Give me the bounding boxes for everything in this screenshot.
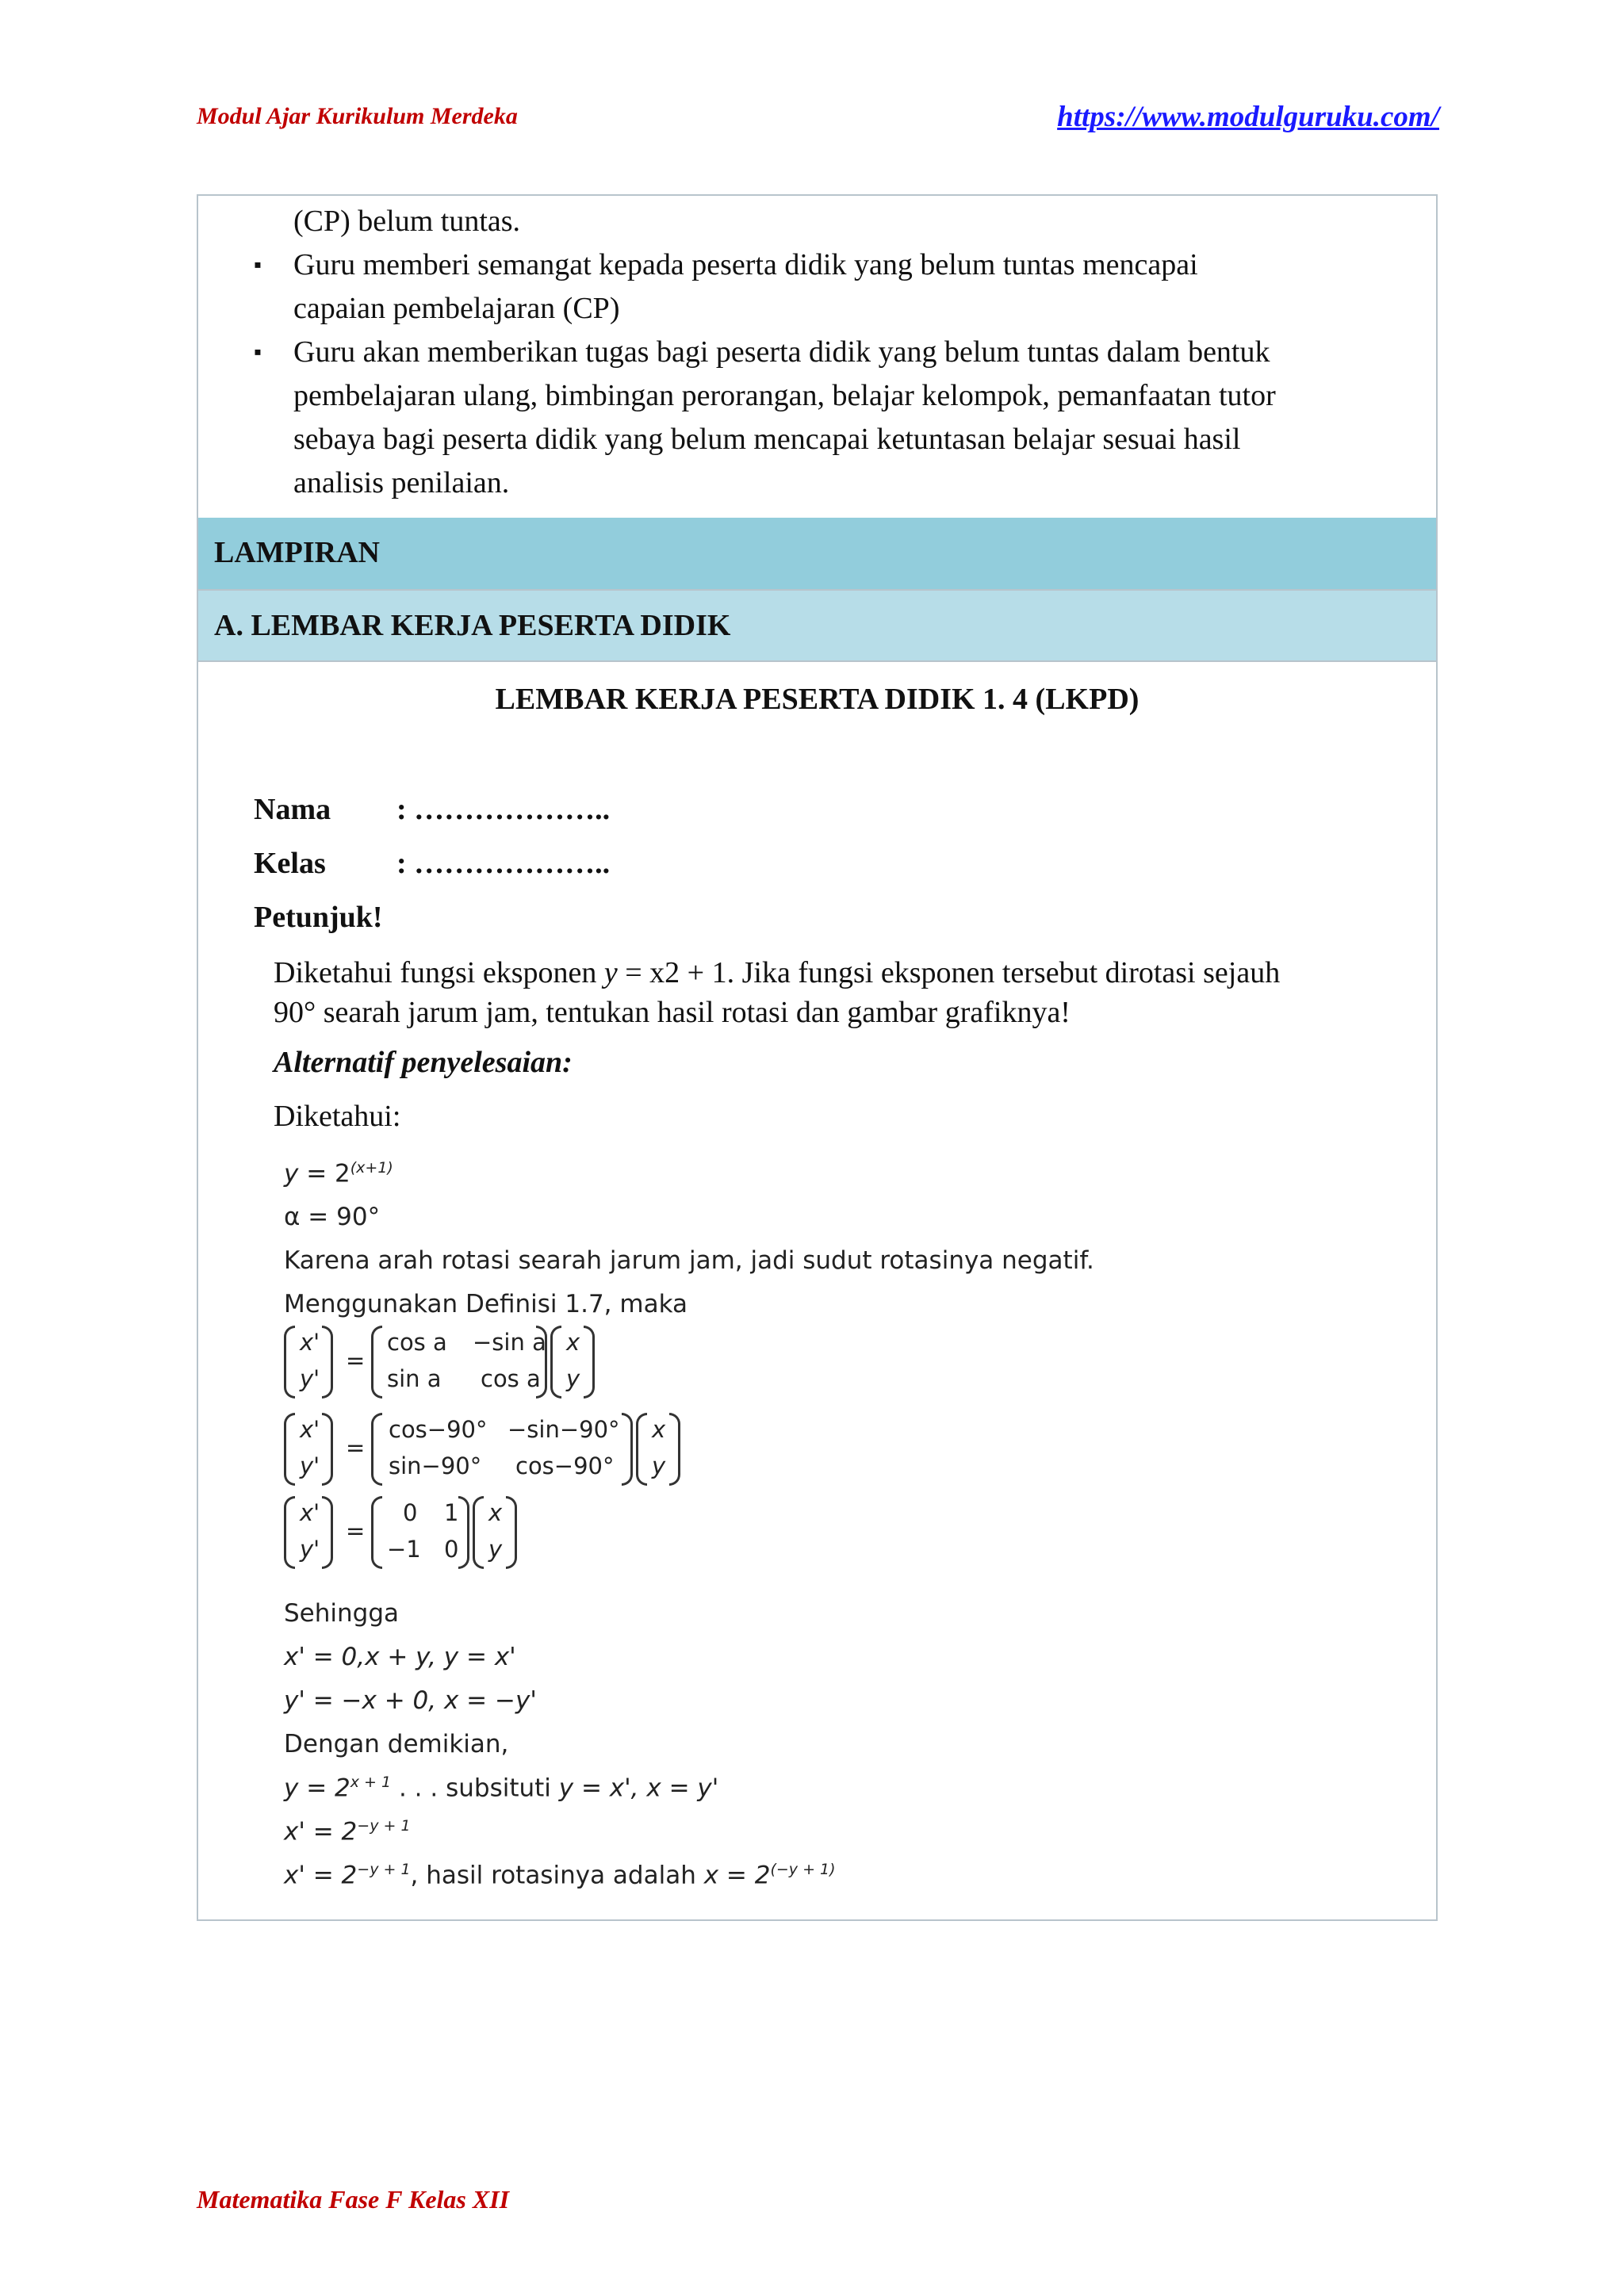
- result-line: $x' = 2^{-y + 1}$: [284, 1817, 411, 1846]
- dengan-demikian-label: Dengan demikian,: [284, 1730, 509, 1758]
- sehingga-label: Sehingga: [284, 1599, 400, 1628]
- input-vector: x y: [473, 1496, 517, 1569]
- definition-note: Menggunakan Definisi 1.7, maka: [284, 1290, 688, 1318]
- input-vector: x y: [636, 1413, 680, 1486]
- diketahui-label: Diketahui:: [274, 1100, 401, 1133]
- continuation-text: (CP) belum tuntas.: [293, 205, 521, 238]
- bullet-item: ▪ Guru akan memberikan tugas bagi peserta didik yang belum tuntas dalam bentuk pembelajaran ulang, bimbingan perorangan, belajar kelompok, pemanfaatan tutor sebaya bagi peserta didik yang belum mencapai ketuntasan belajar sesuai hasil analisis penilaian.: [293, 331, 1388, 505]
- kelas-field[interactable]: : ………………..: [396, 847, 611, 880]
- bullet-icon: ▪: [254, 253, 262, 277]
- header-module-title: Modul Ajar Kurikulum Merdeka: [197, 103, 518, 129]
- petunjuk-heading: Petunjuk!: [254, 901, 383, 934]
- equals-sign: =: [346, 1434, 366, 1461]
- lampiran-header: LAMPIRAN: [198, 518, 1436, 591]
- lkpd-title: LEMBAR KERJA PESERTA DIDIK 1. 4 (LKPD): [495, 683, 1139, 716]
- x-prime-equation: x' = 0,x + y, y = x': [284, 1643, 516, 1671]
- bullet-icon: ▪: [254, 340, 262, 365]
- result-vector: x' y': [284, 1496, 333, 1569]
- given-angle: α = 90°: [284, 1203, 381, 1231]
- result-vector: x' y': [284, 1326, 333, 1399]
- rotation-matrix-numeric: 0 1 −1 0: [371, 1496, 469, 1569]
- equals-sign: =: [346, 1517, 366, 1544]
- rotation-note: Karena arah rotasi searah jarum jam, jadi sudut rotasinya negatif.: [284, 1246, 1094, 1275]
- result-vector: x' y': [284, 1413, 333, 1486]
- rotation-matrix-90: cos−90° −sin−90° sin−90° cos−90°: [371, 1413, 633, 1486]
- kelas-label: Kelas: [254, 847, 326, 880]
- remedial-section: [198, 196, 1436, 519]
- bullet-item: ▪ Guru memberi semangat kepada peserta didik yang belum tuntas mencapai capaian pembelajaran (CP): [293, 243, 1388, 331]
- nama-field[interactable]: : ………………..: [396, 793, 611, 826]
- equals-sign: =: [346, 1347, 366, 1374]
- given-function: $y = 2^{(x+1)}$: [284, 1159, 393, 1188]
- nama-label: Nama: [254, 793, 331, 826]
- header-website-link[interactable]: https://www.modulguruku.com/: [1057, 101, 1439, 133]
- problem-statement: Diketahui fungsi eksponen y = x2 + 1. Jika fungsi eksponen tersebut dirotasi sejauh 90° searah jarum jam, tentukan hasil rotasi dan gambar grafiknya!: [274, 956, 1281, 1029]
- input-vector: x y: [550, 1326, 595, 1399]
- substitution-line: $y = 2^{x + 1}$ . . . subsituti y = x', x = y': [284, 1774, 719, 1803]
- y-prime-equation: y' = −x + 0, x = −y': [284, 1686, 537, 1715]
- alternatif-heading: Alternatif penyelesaian:: [274, 1046, 573, 1079]
- content-table: [197, 194, 1438, 1921]
- section-a-header: A. LEMBAR KERJA PESERTA DIDIK: [198, 591, 1436, 662]
- rotation-matrix-general: cos a −sin a sin a cos a: [371, 1326, 547, 1399]
- final-result-line: $x' = 2^{-y + 1}$, hasil rotasinya adalah $x = 2^{(-y + 1)}$: [284, 1861, 836, 1890]
- footer-subject: Matematika Fase F Kelas XII: [197, 2185, 510, 2214]
